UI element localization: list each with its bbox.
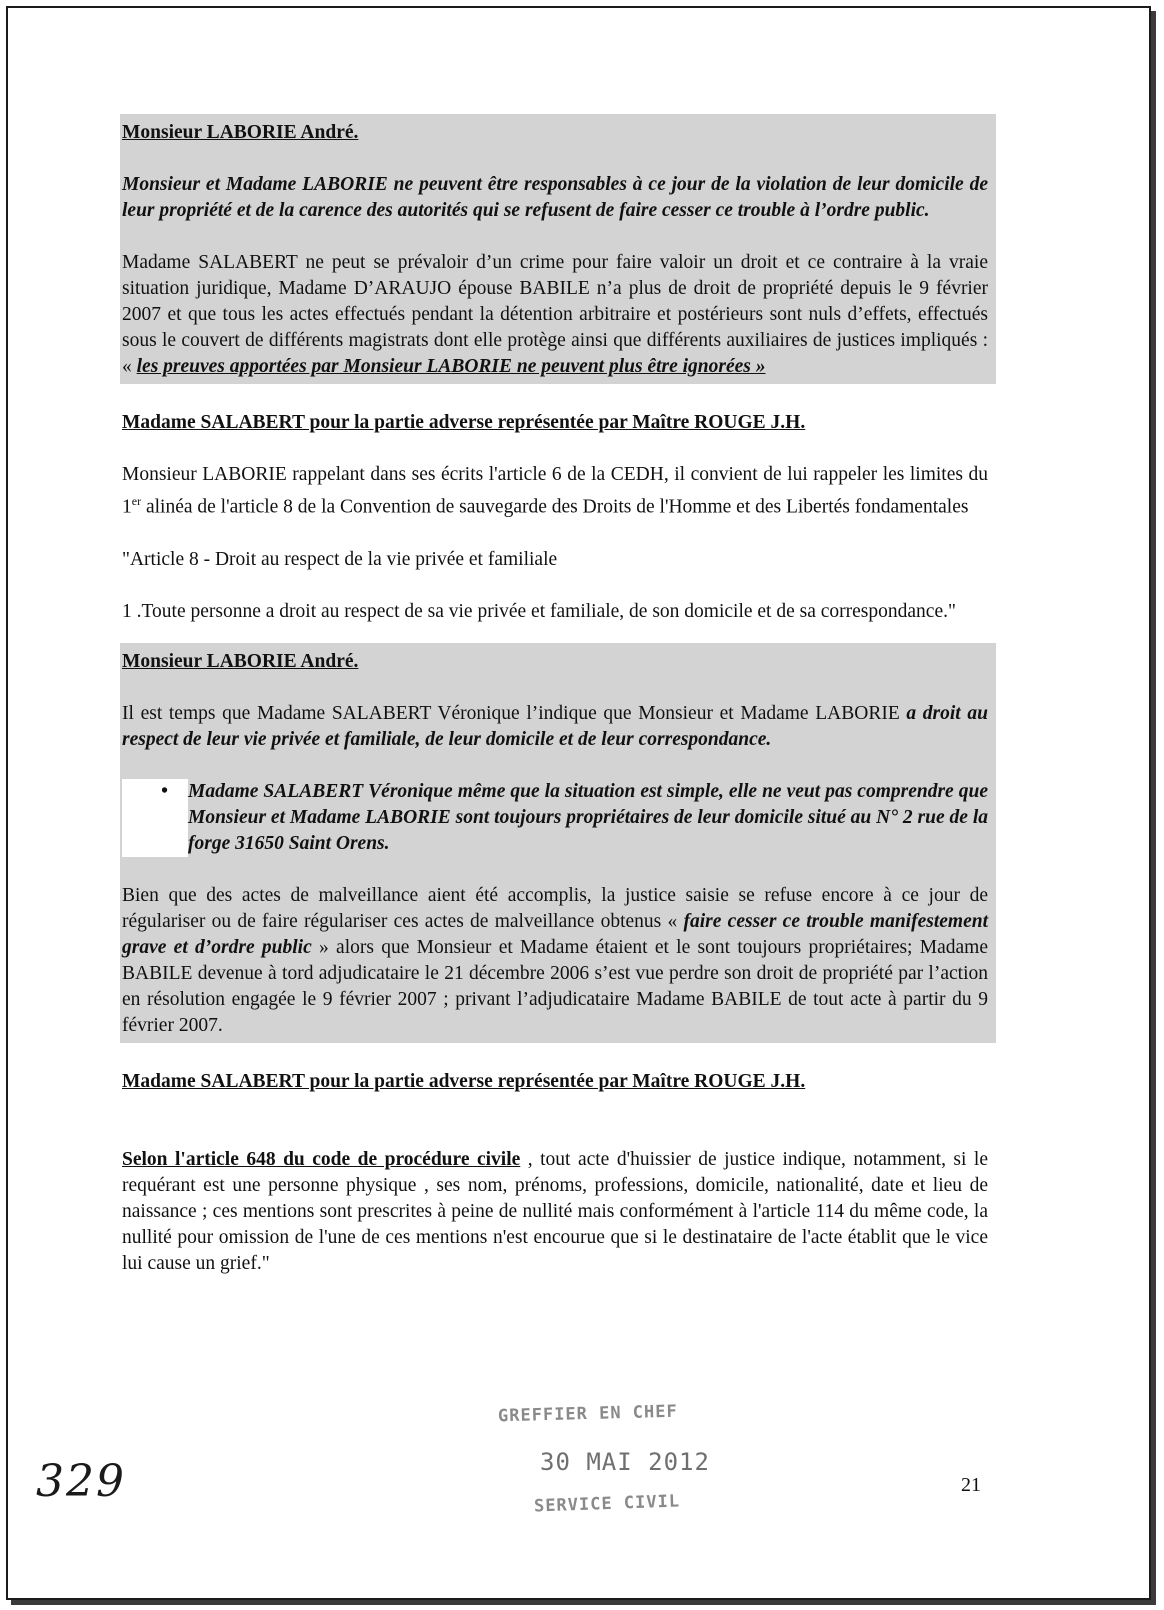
paragraph: Monsieur et Madame LABORIE ne peuvent être responsables à ce jour de la violation de leur domicile de leur propriété et de la carence des autorités qui se refusent de faire cesser ce trouble à l’ordre public. <box>122 174 988 221</box>
paragraph-text: alinéa de l'article 8 de la Convention de sauvegarde des Droits de l'Homme et des Libertés fondamentales <box>141 496 969 518</box>
section-heading: Madame SALABERT pour la partie adverse représentée par Maître ROUGE J.H. <box>122 412 806 433</box>
paragraph-text: , tout acte d'huissier de justice indique, notamment, si le requérant est une personne physique , ses nom, prénoms, professions, domicile, nationalité, date et lieu de naissance ; ces mentions sont prescrites à peine de nullité mais conformément à l'article 114 du même code, la nullité pour omission de l'une de ces mentions n'est encourue que si le destinataire de l'acte établit que le vice lui cause un grief." <box>122 1148 988 1274</box>
paragraph <box>122 250 988 380</box>
emphasized-text: a droit au respect de leur vie privée et familiale, de leur domicile et de leur correspondance. <box>122 702 988 750</box>
section-heading: Monsieur LABORIE André. <box>122 122 359 143</box>
section-heading: Madame SALABERT pour la partie adverse représentée par Maître ROUGE J.H. <box>122 1070 806 1092</box>
paragraph <box>122 462 988 521</box>
paragraph <box>122 701 988 753</box>
document-body <box>122 114 988 1277</box>
paragraph <box>122 1147 988 1277</box>
page-number: 21 <box>961 1474 981 1496</box>
paragraph-text: Il est temps que Madame SALABERT Véronique l’indique que Monsieur et Madame LABORIE <box>122 702 907 724</box>
handwritten-page-number: 329 <box>36 1456 126 1507</box>
bullet-item <box>122 779 988 857</box>
shaded-block-1 <box>120 114 996 384</box>
emphasized-text: faire cesser ce trouble manifestement grave et d’ordre public <box>122 910 988 958</box>
paragraph-text: Bien que des actes de malveillance aient été accomplis, la justice saisie se refuse encore à ce jour de régulariser ou de faire régulariser ces actes de malveillance obtenus « <box>122 884 988 932</box>
section-heading: Monsieur LABORIE André. <box>122 650 359 672</box>
paragraph-text: » alors que Monsieur et Madame étaient et le sont toujours propriétaires; Madame BABILE devenue à tord adjudicataire le 21 décembre 2006 s’est vue perdre son droit de propriété par l’action en résolution engagée le 9 février 2007 ; privant l’adjudicataire Madame BABILE de tout acte à partir du 9 février 2007. <box>122 936 988 1036</box>
paragraph <box>122 883 988 1039</box>
paragraph: 1 .Toute personne a droit au respect de sa vie privée et familiale, de son domicile et de sa correspondance." <box>122 600 956 622</box>
document-page <box>6 6 1151 1600</box>
stamp-service: SERVICE CIVIL <box>533 1491 681 1517</box>
stamp-date: 30 MAI 2012 <box>540 1448 710 1476</box>
paragraph-text: Madame SALABERT ne peut se prévaloir d’un crime pour faire valoir un droit et ce contraire à la vraie situation juridique, Madame D’ARAUJO épouse BABILE n’a plus de droit de propriété depuis le 9 février 2007 et que tous les actes effectués pendant la détention arbitraire et postérieurs sont nuls d’effets, effectués sous le couvert de différents magistrats dont elle protège ainsi que différents auxiliaires de justices impliqués : « <box>122 252 988 377</box>
stamp-greffier: GREFFIER EN CHEF <box>497 1401 678 1427</box>
emphasized-quote: les preuves apportées par Monsieur LABORIE ne peuvent plus être ignorées » <box>136 356 766 377</box>
bullet-marker: • <box>122 779 188 857</box>
shaded-block-2 <box>120 643 996 1043</box>
bullet-text: Madame SALABERT Véronique même que la situation est simple, elle ne veut pas comprendre que Monsieur et Madame LABORIE sont toujours propriétaires de leur domicile situé au N° 2 rue de la forge 31650 Saint Orens. <box>188 780 988 854</box>
article-reference: Selon l'article 648 du code de procédure civile <box>122 1148 521 1170</box>
paragraph-text: Monsieur LABORIE rappelant dans ses écrits l'article 6 de la CEDH, il convient de lui rappeler les limites du 1 <box>122 464 988 518</box>
paragraph: "Article 8 - Droit au respect de la vie privée et familiale <box>122 548 558 570</box>
superscript: er <box>131 494 142 508</box>
